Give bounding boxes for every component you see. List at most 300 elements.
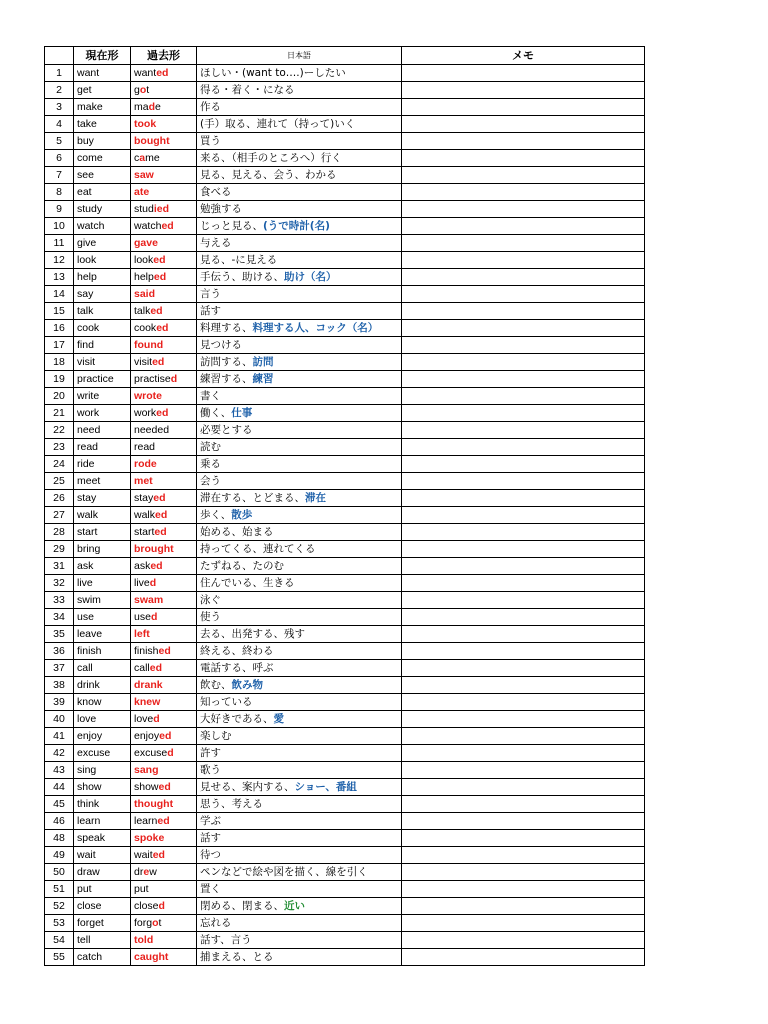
japanese-meaning [197, 694, 402, 711]
table-row [45, 558, 645, 575]
present-form: give [74, 235, 131, 252]
memo-cell [402, 626, 645, 643]
japanese-meaning [197, 490, 402, 507]
text-segment: 許す [200, 746, 221, 759]
text-segment: 泳ぐ [200, 593, 221, 606]
table-row [45, 82, 645, 99]
past-form [131, 116, 197, 133]
text-segment: 読む [200, 440, 221, 453]
present-form: leave [74, 626, 131, 643]
past-form [131, 99, 197, 116]
text-segment: ed [159, 729, 172, 742]
text-segment: d [148, 100, 156, 113]
text-segment: use [134, 610, 151, 623]
row-number: 11 [45, 235, 74, 252]
text-segment: 滞在する、とどまる、 [200, 491, 305, 504]
text-segment: want [134, 66, 157, 79]
table-row [45, 354, 645, 371]
row-number: 38 [45, 677, 74, 694]
present-form: look [74, 252, 131, 269]
table-row [45, 779, 645, 796]
text-segment: ied [153, 202, 170, 215]
memo-cell [402, 422, 645, 439]
row-number: 45 [45, 796, 74, 813]
row-number: 35 [45, 626, 74, 643]
present-form: love [74, 711, 131, 728]
row-number: 7 [45, 167, 74, 184]
japanese-meaning [197, 813, 402, 830]
memo-cell [402, 354, 645, 371]
table-row [45, 575, 645, 592]
text-segment: o [139, 83, 147, 96]
table-row [45, 439, 645, 456]
present-form: enjoy [74, 728, 131, 745]
text-segment: 大好きである、 [200, 712, 274, 725]
past-form [131, 592, 197, 609]
past-form [131, 82, 197, 99]
text-segment: ed [153, 253, 166, 266]
memo-cell [402, 881, 645, 898]
text-segment: brought [134, 542, 174, 555]
row-number: 40 [45, 711, 74, 728]
present-form: know [74, 694, 131, 711]
row-number: 29 [45, 541, 74, 558]
memo-cell [402, 337, 645, 354]
table-row [45, 337, 645, 354]
table-row [45, 745, 645, 762]
memo-cell [402, 915, 645, 932]
past-form [131, 456, 197, 473]
memo-cell [402, 252, 645, 269]
table-row [45, 388, 645, 405]
text-segment: left [134, 627, 150, 640]
text-segment: 訪問する、 [200, 355, 253, 368]
memo-cell [402, 303, 645, 320]
present-form: call [74, 660, 131, 677]
text-segment: said [134, 287, 156, 300]
memo-cell [402, 660, 645, 677]
text-segment: enjoy [134, 729, 160, 742]
memo-cell [402, 405, 645, 422]
text-segment: wait [134, 848, 153, 861]
text-segment: drank [134, 678, 163, 691]
present-form: meet [74, 473, 131, 490]
table-row [45, 218, 645, 235]
text-segment: 働く、 [200, 406, 232, 419]
present-form: get [74, 82, 131, 99]
present-form: study [74, 201, 131, 218]
present-form: close [74, 898, 131, 915]
text-segment: 飲み物 [231, 678, 263, 691]
text-segment: sang [134, 763, 159, 776]
text-segment: ed [156, 66, 169, 79]
past-form [131, 558, 197, 575]
text-segment: ed [152, 355, 165, 368]
memo-cell [402, 133, 645, 150]
past-form [131, 201, 197, 218]
text-segment: 持ってくる、連れてくる [200, 542, 316, 555]
japanese-meaning [197, 592, 402, 609]
text-segment: ed [152, 848, 165, 861]
row-number: 2 [45, 82, 74, 99]
text-segment: ed [150, 559, 163, 572]
row-number: 39 [45, 694, 74, 711]
present-form: come [74, 150, 131, 167]
past-form [131, 184, 197, 201]
table-row [45, 371, 645, 388]
text-segment: ed [154, 525, 167, 538]
text-segment: 閉める、閉まる、 [200, 899, 284, 912]
text-segment: spoke [134, 831, 165, 844]
present-form: cook [74, 320, 131, 337]
japanese-meaning [197, 575, 402, 592]
text-segment: swam [134, 593, 164, 606]
past-form [131, 813, 197, 830]
text-segment: g [134, 83, 140, 96]
text-segment: excuse [134, 746, 168, 759]
present-form: finish [74, 643, 131, 660]
text-segment: call [134, 661, 150, 674]
text-segment: d [167, 746, 174, 759]
japanese-meaning [197, 915, 402, 932]
text-segment: ed [161, 219, 174, 232]
text-segment: 散歩 [231, 508, 253, 521]
table-row [45, 320, 645, 337]
present-form: find [74, 337, 131, 354]
present-form: take [74, 116, 131, 133]
text-segment: 料理する人、コック（名） [252, 321, 379, 334]
japanese-meaning [197, 677, 402, 694]
past-form [131, 711, 197, 728]
past-form [131, 932, 197, 949]
row-number: 49 [45, 847, 74, 864]
text-segment: rode [134, 457, 157, 470]
text-segment: walk [134, 508, 156, 521]
past-form [131, 915, 197, 932]
present-form: ride [74, 456, 131, 473]
memo-cell [402, 473, 645, 490]
text-segment: 電話する、呼ぶ [200, 661, 274, 674]
past-form [131, 439, 197, 456]
japanese-meaning [197, 779, 402, 796]
text-segment: saw [134, 168, 154, 181]
text-segment: 話す [200, 304, 221, 317]
memo-cell [402, 99, 645, 116]
text-segment: 書く [200, 389, 221, 402]
memo-cell [402, 167, 645, 184]
table-row [45, 303, 645, 320]
row-number: 55 [45, 949, 74, 966]
present-form: drink [74, 677, 131, 694]
japanese-meaning [197, 354, 402, 371]
text-segment: show [134, 780, 159, 793]
text-segment: visit [134, 355, 153, 368]
table-row [45, 133, 645, 150]
past-form [131, 150, 197, 167]
text-segment: d [158, 899, 165, 912]
text-segment: 始める、始まる [200, 525, 274, 538]
present-form: stay [74, 490, 131, 507]
past-form [131, 745, 197, 762]
table-row [45, 490, 645, 507]
table-row [45, 252, 645, 269]
japanese-meaning [197, 235, 402, 252]
text-segment: d [170, 372, 178, 385]
present-form: see [74, 167, 131, 184]
japanese-meaning [197, 116, 402, 133]
text-segment: 話す [200, 831, 221, 844]
japanese-meaning [197, 439, 402, 456]
header-memo: メモ [402, 47, 645, 65]
row-number: 52 [45, 898, 74, 915]
past-form [131, 388, 197, 405]
memo-cell [402, 711, 645, 728]
row-number: 43 [45, 762, 74, 779]
present-form: start [74, 524, 131, 541]
row-number: 6 [45, 150, 74, 167]
memo-cell [402, 116, 645, 133]
past-form [131, 949, 197, 966]
present-form: talk [74, 303, 131, 320]
text-segment: ma [134, 100, 149, 113]
text-segment: 買う [200, 134, 221, 147]
text-segment: e [155, 100, 161, 113]
text-segment: 待つ [200, 848, 221, 861]
text-segment: a [139, 151, 146, 164]
text-segment: 去る、出発する、残す [200, 627, 305, 640]
text-segment: 滞在 [305, 491, 326, 504]
japanese-meaning [197, 286, 402, 303]
row-number: 34 [45, 609, 74, 626]
row-number: 51 [45, 881, 74, 898]
past-form [131, 235, 197, 252]
past-form [131, 320, 197, 337]
table-row [45, 150, 645, 167]
text-segment: 置く [200, 882, 221, 895]
japanese-meaning [197, 626, 402, 643]
japanese-meaning [197, 218, 402, 235]
memo-cell [402, 728, 645, 745]
row-number: 24 [45, 456, 74, 473]
text-segment: じっと見る、 [200, 219, 263, 232]
text-segment: 飲む、 [200, 678, 232, 691]
text-segment: 知っている [200, 695, 253, 708]
text-segment: たずねる、たのむ [200, 559, 284, 572]
memo-cell [402, 235, 645, 252]
row-number: 18 [45, 354, 74, 371]
present-form: think [74, 796, 131, 813]
row-number: 44 [45, 779, 74, 796]
present-form: catch [74, 949, 131, 966]
japanese-meaning [197, 830, 402, 847]
header-past: 過去形 [131, 47, 197, 65]
table-row [45, 677, 645, 694]
japanese-meaning [197, 320, 402, 337]
table-row [45, 881, 645, 898]
row-number: 9 [45, 201, 74, 218]
table-row [45, 898, 645, 915]
japanese-meaning [197, 745, 402, 762]
row-number: 25 [45, 473, 74, 490]
text-segment: 仕事 [231, 406, 253, 419]
text-segment: ed [156, 406, 169, 419]
japanese-meaning [197, 99, 402, 116]
table-row [45, 201, 645, 218]
present-form: tell [74, 932, 131, 949]
japanese-meaning [197, 303, 402, 320]
text-segment: forg [134, 916, 153, 929]
text-segment: 思う、考える [200, 797, 263, 810]
japanese-meaning [197, 184, 402, 201]
row-number: 5 [45, 133, 74, 150]
japanese-meaning [197, 507, 402, 524]
text-segment: finish [134, 644, 159, 657]
row-number: 15 [45, 303, 74, 320]
memo-cell [402, 65, 645, 82]
row-number: 16 [45, 320, 74, 337]
text-segment: gave [134, 236, 158, 249]
past-form [131, 881, 197, 898]
text-segment: 必要とする [200, 423, 253, 436]
text-segment: 歌う [200, 763, 221, 776]
table-row [45, 762, 645, 779]
text-segment: ショー、番組 [294, 780, 357, 793]
text-segment: t [158, 916, 162, 929]
present-form: draw [74, 864, 131, 881]
table-row [45, 473, 645, 490]
memo-cell [402, 320, 645, 337]
present-form: show [74, 779, 131, 796]
row-number: 27 [45, 507, 74, 524]
memo-cell [402, 609, 645, 626]
text-segment: 助け（名） [284, 270, 337, 283]
text-segment: ed [158, 780, 171, 793]
row-number: 26 [45, 490, 74, 507]
row-number: 42 [45, 745, 74, 762]
table-row [45, 524, 645, 541]
text-segment: 見る、見える、会う、わかる [200, 168, 337, 181]
text-segment: close [134, 899, 159, 912]
memo-cell [402, 830, 645, 847]
row-number: 32 [45, 575, 74, 592]
text-segment: work [134, 406, 157, 419]
row-number: 13 [45, 269, 74, 286]
table-row [45, 932, 645, 949]
present-form: wait [74, 847, 131, 864]
memo-cell [402, 201, 645, 218]
present-form: live [74, 575, 131, 592]
japanese-meaning [197, 609, 402, 626]
japanese-meaning [197, 473, 402, 490]
text-segment: took [134, 117, 157, 130]
past-form [131, 762, 197, 779]
table-row [45, 405, 645, 422]
memo-cell [402, 541, 645, 558]
text-segment: 手伝う、助ける、 [200, 270, 284, 283]
memo-cell [402, 439, 645, 456]
table-row [45, 507, 645, 524]
text-segment: 楽しむ [200, 729, 232, 742]
japanese-meaning [197, 65, 402, 82]
present-form: excuse [74, 745, 131, 762]
verb-table [44, 46, 645, 966]
memo-cell [402, 932, 645, 949]
header-row [45, 47, 645, 65]
table-row [45, 711, 645, 728]
past-form [131, 847, 197, 864]
text-segment: cook [134, 321, 157, 334]
table-row [45, 864, 645, 881]
past-form [131, 269, 197, 286]
memo-cell [402, 150, 645, 167]
text-segment: 得る・着く・になる [200, 83, 295, 96]
memo-cell [402, 864, 645, 881]
text-segment: 食べる [200, 185, 232, 198]
table-row [45, 99, 645, 116]
past-form [131, 728, 197, 745]
table-row [45, 167, 645, 184]
text-segment: 使う [200, 610, 221, 623]
text-segment: dr [134, 865, 144, 878]
japanese-meaning [197, 558, 402, 575]
past-form [131, 337, 197, 354]
memo-cell [402, 82, 645, 99]
text-segment: practise [134, 372, 171, 385]
row-number: 53 [45, 915, 74, 932]
past-form [131, 898, 197, 915]
header-present: 現在形 [74, 47, 131, 65]
japanese-meaning [197, 252, 402, 269]
text-segment: ed [156, 321, 169, 334]
text-segment: (手）取る、連れて（持って)いく [200, 117, 356, 130]
memo-cell [402, 949, 645, 966]
text-segment: 料理する、 [200, 321, 253, 334]
present-form: want [74, 65, 131, 82]
row-number: 22 [45, 422, 74, 439]
present-form: practice [74, 371, 131, 388]
row-number: 3 [45, 99, 74, 116]
present-form: sing [74, 762, 131, 779]
memo-cell [402, 524, 645, 541]
row-number: 19 [45, 371, 74, 388]
japanese-meaning [197, 660, 402, 677]
table-row [45, 694, 645, 711]
table-row [45, 184, 645, 201]
text-segment: caught [134, 950, 169, 963]
text-segment: 見る、-に見える [200, 253, 278, 266]
memo-cell [402, 218, 645, 235]
text-segment: o [152, 916, 159, 929]
row-number: 33 [45, 592, 74, 609]
row-number: 46 [45, 813, 74, 830]
memo-cell [402, 745, 645, 762]
table-row [45, 286, 645, 303]
japanese-meaning [197, 864, 402, 881]
row-number: 36 [45, 643, 74, 660]
text-segment: e [143, 865, 150, 878]
past-form [131, 779, 197, 796]
text-segment: ed [150, 304, 163, 317]
table-row [45, 830, 645, 847]
row-number: 20 [45, 388, 74, 405]
memo-cell [402, 558, 645, 575]
text-segment: told [134, 933, 154, 946]
japanese-meaning [197, 762, 402, 779]
present-form: read [74, 439, 131, 456]
japanese-meaning [197, 728, 402, 745]
row-number: 37 [45, 660, 74, 677]
past-form [131, 609, 197, 626]
